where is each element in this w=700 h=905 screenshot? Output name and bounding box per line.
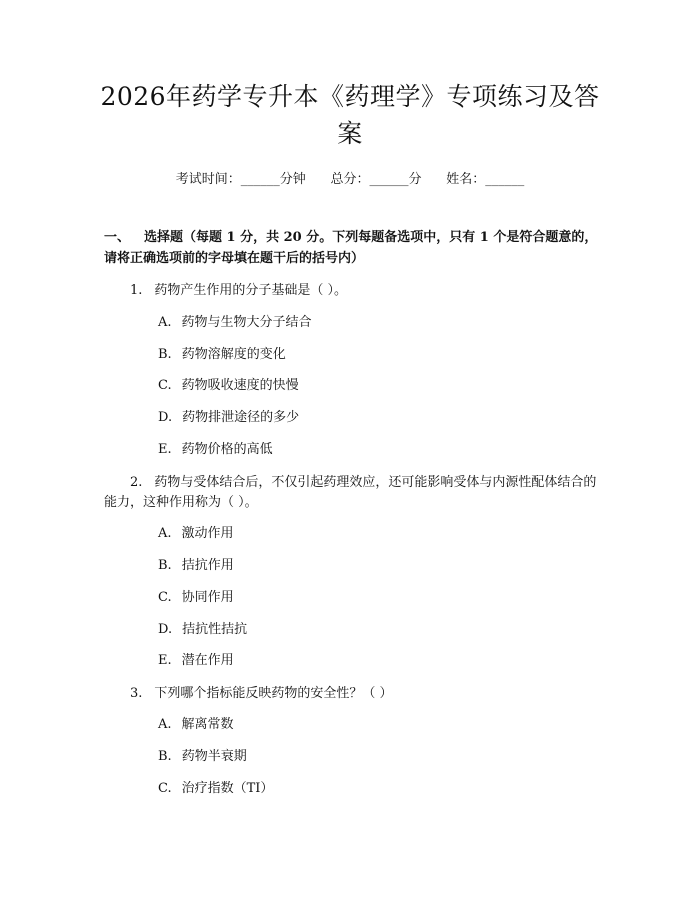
exam-info-line: 考试时间：______分钟 总分：______分 姓名：______ <box>175 172 525 187</box>
question-text: 药物与受体结合后，不仅引起药理效应，还可能影响受体与内源性配体结合的能力，这种作用称为（ ）。 <box>104 475 597 510</box>
question-number: 3. <box>130 686 143 701</box>
question-1-option-a <box>158 314 312 332</box>
option-text: 解离常数 <box>181 717 234 732</box>
question-1-option-c <box>158 377 299 395</box>
option-text: 药物溶解度的变化 <box>181 347 286 362</box>
option-letter: D. <box>158 622 173 637</box>
question-2-option-d <box>158 621 247 639</box>
question-2-option-e <box>158 652 234 670</box>
option-text: 药物半衰期 <box>181 749 247 764</box>
question-1-option-b <box>158 346 286 364</box>
option-letter: B. <box>158 749 172 764</box>
option-text: 潜在作用 <box>181 653 234 668</box>
option-text: 拮抗作用 <box>181 558 234 573</box>
question-3-option-c <box>158 780 273 798</box>
option-letter: A. <box>158 315 172 330</box>
question-3 <box>104 684 604 704</box>
question-number: 2. <box>130 475 143 490</box>
option-letter: A. <box>158 717 172 732</box>
option-letter: B. <box>158 347 172 362</box>
option-text: 药物吸收速度的快慢 <box>181 378 299 393</box>
option-letter: E. <box>158 653 172 668</box>
question-text: 药物产生作用的分子基础是（ ）。 <box>154 283 348 298</box>
question-2-option-c <box>158 589 234 607</box>
option-letter: D. <box>158 410 173 425</box>
option-text: 治疗指数（TI） <box>181 781 274 796</box>
section-instructions: 选择题（每题 1 分，共 20 分。下列每题备选项中，只有 1 个是符合题意的，请将正确选项前的字母填在题干后的括号内） <box>104 230 598 266</box>
option-letter: E. <box>158 442 172 457</box>
option-text: 药物价格的高低 <box>181 442 273 457</box>
option-text: 药物与生物大分子结合 <box>181 315 312 330</box>
section-heading <box>104 227 604 269</box>
question-number: 1. <box>130 283 143 298</box>
option-letter: A. <box>158 526 172 541</box>
question-2-option-b <box>158 557 234 575</box>
question-1-option-d <box>158 409 299 427</box>
option-text: 激动作用 <box>181 526 234 541</box>
question-3-option-b <box>158 748 247 766</box>
question-2 <box>104 473 604 513</box>
option-letter: B. <box>158 558 172 573</box>
page-title: 2026年药学专升本《药理学》专项练习及答案 <box>100 82 600 148</box>
question-2-option-a <box>158 525 234 543</box>
option-text: 协同作用 <box>181 590 234 605</box>
question-1-option-e <box>158 441 273 459</box>
option-letter: C. <box>158 590 172 605</box>
question-3-option-a <box>158 716 234 734</box>
question-text: 下列哪个指标能反映药物的安全性？（ ） <box>154 686 393 701</box>
option-text: 拮抗性拮抗 <box>182 622 248 637</box>
section-number: 一、 <box>104 230 131 245</box>
question-1 <box>104 281 604 301</box>
option-text: 药物排泄途径的多少 <box>182 410 300 425</box>
option-letter: C. <box>158 781 172 796</box>
option-letter: C. <box>158 378 172 393</box>
